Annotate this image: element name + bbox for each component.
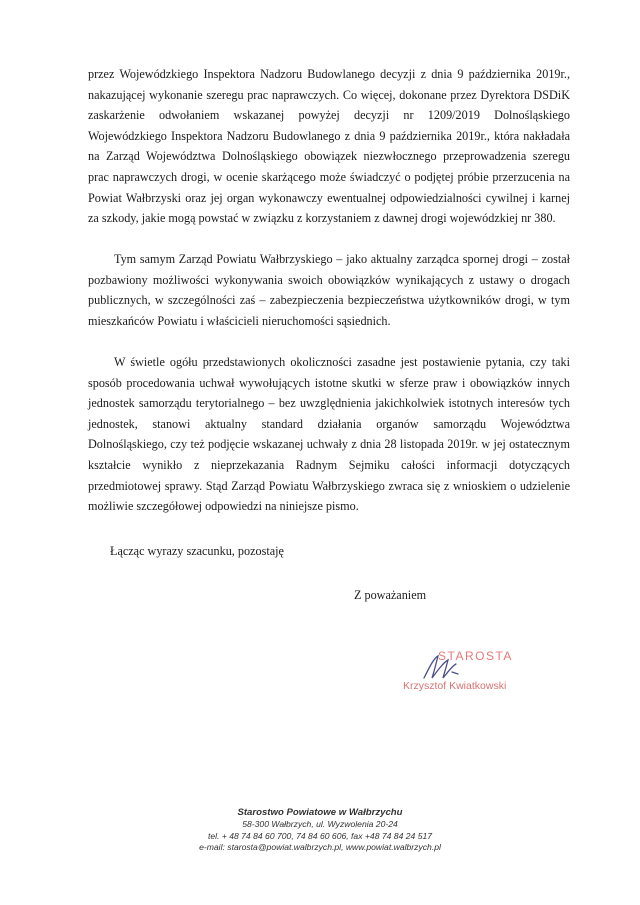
letter-paragraph: przez Wojewódzkiego Inspektora Nadzoru Budowlanego decyzji z dnia 9 października 2019r., nakazującej wykonanie szeregu prac naprawczych. Co więcej, dokonane przez Dyrektora DSDiK zaskarżenie odwołaniem wskazanej powyżej decyzji nr 1209/2019 Dolnośląskiego Wojewódzkiego Inspektora Nadzoru Budowlanego z dnia 9 października 2019r., która nakładała na Zarząd Województwa Dolnośląskiego obowiązek niezwłocznego przeprowadzenia szeregu prac naprawczych drogi, w ocenie skarżącego może świadczyć o podjętej próbie przerzucenia na Powiat Wałbrzyski oraz jej organ wykonawczy ewentualnej odpowiedzialności cywilnej i karnej za szkody, jakie mogą powstać w związku z korzystaniem z dawnej drogi wojewódzkiej nr 380. xyxy=(88,67,570,226)
regards: Z poważaniem xyxy=(354,588,427,602)
letter-paragraph: W świetle ogółu przedstawionych okoliczności zasadne jest postawienie pytania, czy taki sposób procedowania uchwał wywołujących istotne skutki w sferze praw i obowiązków innych jednostek samorządu terytorialnego – bez uwzględnienia jakichkolwiek istotnych interesów tych jednostek, stanowi aktualny standard działania organów samorządu Województwa Dolnośląskiego, czy też podjęcie wskazanej uchwały z dnia 28 listopada 2019r. w jej ostatecznym kształcie wynikło z nieprzekazania Radnym Sejmiku całości informacji dotyczących przedmiotowej sprawy. Stąd Zarząd Powiatu Wałbrzyskiego zwraca się z wnioskiem o udzielenie możliwie szczegółowej odpowiedzi na niniejsze pismo. xyxy=(88,355,570,514)
closing-phrase: Łącząc wyrazy szacunku, pozostaję xyxy=(110,544,284,558)
stamp-name: Krzysztof Kwiatkowski xyxy=(403,680,507,692)
starosta-stamp xyxy=(398,640,548,705)
footer-contact: e-mail: starosta@powiat.walbrzych.pl, www.powiat.walbrzych.pl xyxy=(199,842,441,852)
footer-phones: tel. + 48 74 84 60 700, 74 84 60 606, fax +48 74 84 24 517 xyxy=(207,830,433,841)
footer-organization: Starostwo Powiatowe w Wałbrzychu xyxy=(237,807,403,818)
footer-address: 58-300 Wałbrzych, ul. Wyzwolenia 20-24 xyxy=(242,819,398,829)
stamp-title: STAROSTA xyxy=(438,649,513,663)
letter-paragraph: Tym samym Zarząd Powiatu Wałbrzyskiego – jako aktualny zarządca spornej drogi – został pozbawiony możliwości wykonywania swoich obowiązków wynikających z ustawy o drogach publicznych, w szczególności zaś – zabezpieczenia bezpieczeństwa użytkowników drogi, w tym mieszkańców Powiatu i właścicieli nieruchomości sąsiednich. xyxy=(88,252,570,328)
letterhead-footer xyxy=(140,806,500,854)
